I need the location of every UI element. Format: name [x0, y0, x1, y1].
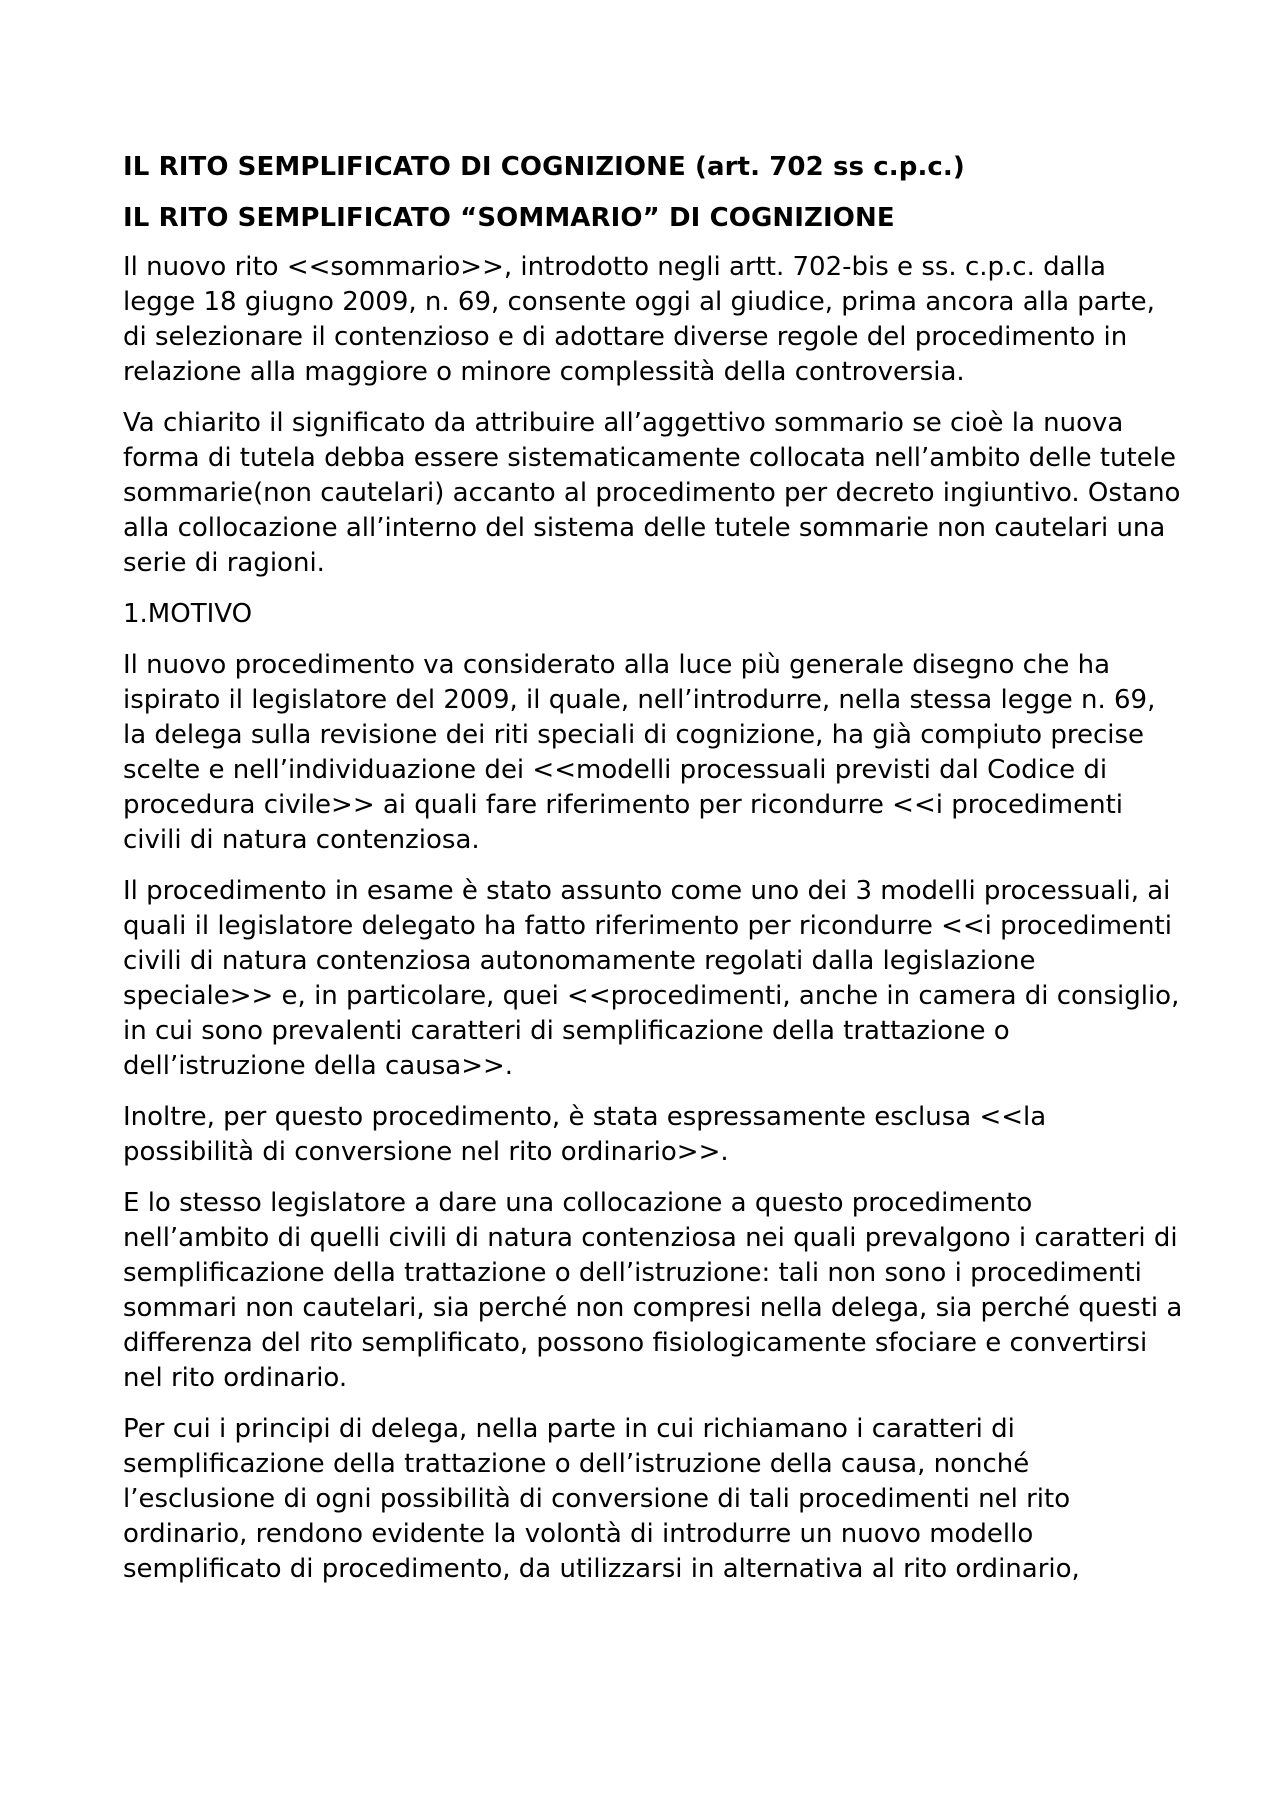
paragraph-inoltre: Inoltre, per questo procedimento, è stata espressamente esclusa <<la possibilità di conversione nel rito ordinario>>.	[123, 1102, 1047, 1167]
document-title: IL RITO SEMPLIFICATO DI COGNIZIONE (art. 702 ss c.p.c.)	[123, 152, 965, 182]
paragraph-intro: Il nuovo rito <<sommario>>, introdotto negli artt. 702-bis e ss. c.p.c. dalla legge 18 giugno 2009, n. 69, consente oggi al giudice, prima ancora alla parte, di selezionare il contenzioso e di adottare diverse regole del procedimento in relazione alla maggiore o minore complessità della controversia.	[123, 252, 1155, 387]
paragraph-procedimento-in-esame: Il procedimento in esame è stato assunto come uno dei 3 modelli processuali, ai quali il legislatore delegato ha fatto riferimento per ricondurre <<i procedimenti civili di natura contenziosa autonomamente regolati dalla legislazione speciale>> e, in particolare, quei <<procedimenti, anche in camera di consiglio, in cui sono prevalenti caratteri di semplificazione della trattazione o dell’istruzione della causa>>.	[123, 876, 1180, 1081]
paragraph-legislatore: E lo stesso legislatore a dare una collocazione a questo procedimento nell’ambito di quelli civili di natura contenziosa nei quali prevalgono i caratteri di semplificazione della trattazione o dell’istruzione: tali non sono i procedimenti sommari non cautelari, sia perché non compresi nella delega, sia perché questi a differenza del rito semplificato, possono fisiologicamente sfociare e convertirsi nel rito ordinario.	[123, 1188, 1183, 1393]
document-subtitle: IL RITO SEMPLIFICATO “SOMMARIO” DI COGNIZIONE	[123, 203, 895, 233]
paragraph-significato: Va chiarito il significato da attribuire all’aggettivo sommario se cioè la nuova forma di tutela debba essere sistematicamente collocata nell’ambito delle tutele sommarie(non cautelari) accanto al procedimento per decreto ingiuntivo. Ostano alla collocazione all’interno del sistema delle tutele sommarie non cautelari una serie di ragioni.	[123, 408, 1181, 578]
document-page	[123, 150, 1183, 1603]
section-heading-motivo: 1.MOTIVO	[123, 599, 253, 629]
paragraph-principi-delega: Per cui i principi di delega, nella parte in cui richiamano i caratteri di semplificazione della trattazione o dell’istruzione della causa, nonché l’esclusione di ogni possibilità di conversione di tali procedimenti nel rito ordinario, rendono evidente la volontà di introdurre un nuovo modello semplificato di procedimento, da utilizzarsi in alternativa al rito ordinario,	[123, 1414, 1080, 1584]
paragraph-nuovo-procedimento: Il nuovo procedimento va considerato alla luce più generale disegno che ha ispirato il legislatore del 2009, il quale, nell’introdurre, nella stessa legge n. 69, la delega sulla revisione dei riti speciali di cognizione, ha già compiuto precise scelte e nell’individuazione dei <<modelli processuali previsti dal Codice di procedura civile>> ai quali fare riferimento per ricondurre <<i procedimenti civili di natura contenziosa.	[123, 650, 1156, 855]
